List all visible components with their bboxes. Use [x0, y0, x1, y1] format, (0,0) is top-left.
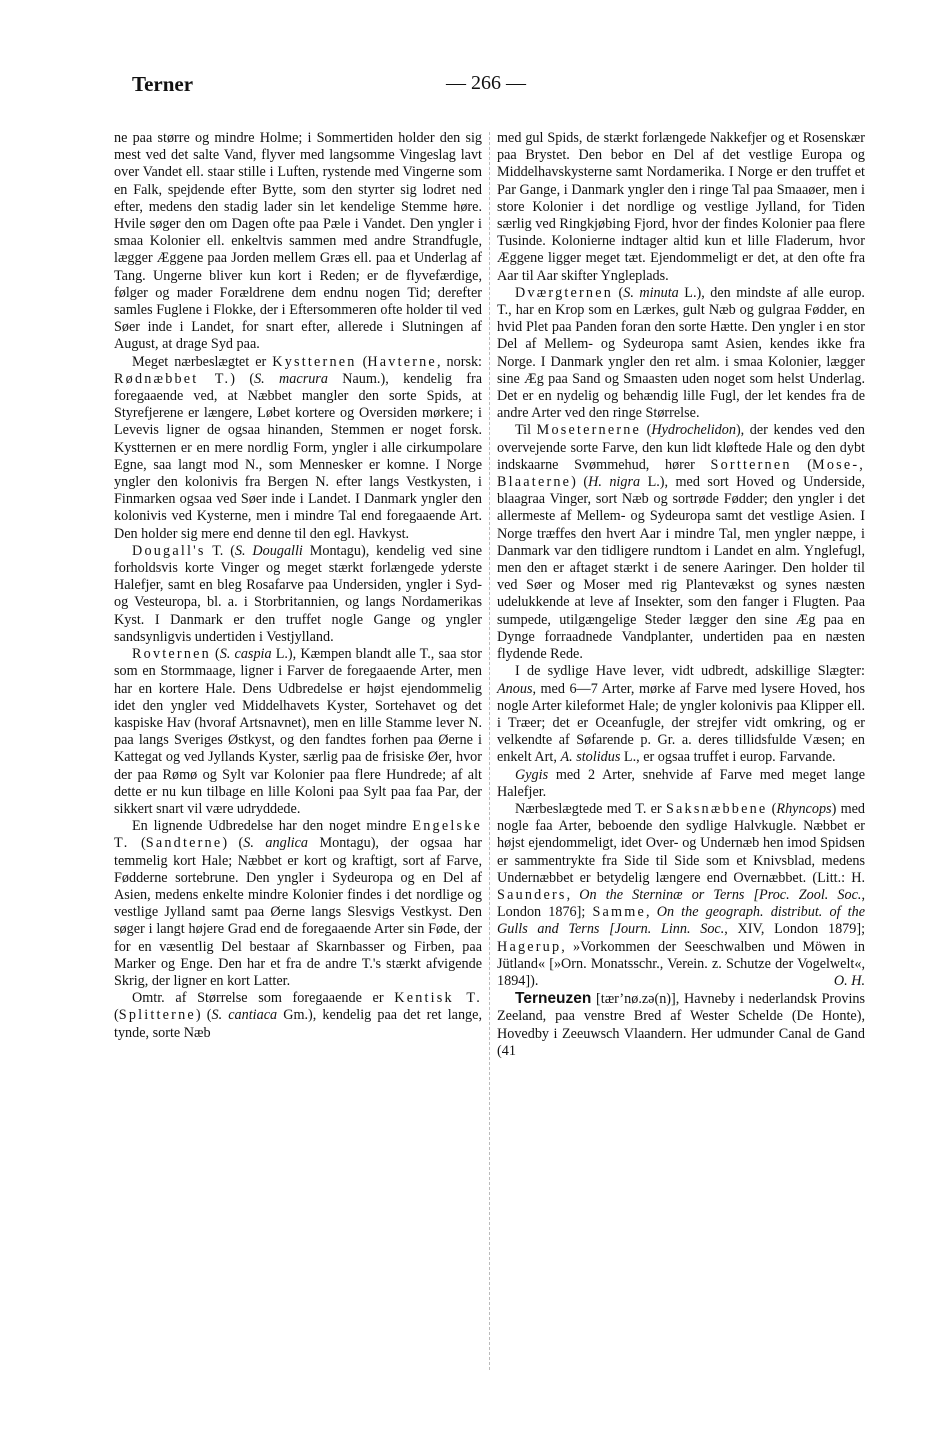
- right-paragraph-saksnaebbene: Nærbeslægtede med T. er Saksnæbbene (Rhyncops) med nogle faa Arter, beboende den sydlige Halvkugle. Næbbet er højst ejendommeligt, idet Over- og Undernæb hen imod Spidsen er sammentrykte fra Side til Side som et Knivsblad, medens Undernæbbet er betydelig længere end Overnæbbet. (Litt.: H. Saunders, On the Sterninæ or Terns [Proc. Zool. Soc., London 1876]; Samme, On the geograph. distribut. of the Gulls and Terns [Journ. Linn. Soc., XIV, London 1879]; Hagerup, »Vorkommen der Seeschwalben und Möwen in Jütland« [»Orn. Monatsschr., Verein. z. Schutze der Vogelwelt«, 1894]). O. H.: [497, 800, 866, 989]
- right-paragraph-moseternerne: Til Moseternerne (Hydrochelidon), der kendes ved den overvejende sorte Farve, den kun lidt kløftede Hale og den dybt indskaarne Svømmehud, hører Sortternen (Mose-, Blaaterne) (H. nigra L.), med sort Hoved og Underside, blaagraa Vinger, sort Næb og sortrøde Fødder; den yngler i det allermeste af Mellem- og Sydeuropa samt det vestlige Asien. I Norge træffes den hvert Aar i mindre Tal, men yngler næppe, i Danmark var den tidligere rundtom i Landet en alm. Ynglefugl, men den er aftaget stærkt i de senere Aaringer. Den holder til ved Søer og Moser med rig Plantevækst og synes næsten udelukkende at leve af Insekter, som den fanger i Flugten. Paa sumpede, utilgængelige Steder lægger den sine Æg paa en Dynge forraadnede Vandplanter, undertiden paa en næsten flydende Rede.: [497, 422, 865, 663]
- right-paragraph-gygis: Gygis med 2 Arter, snehvide af Farve med meget lange Halefjer.: [497, 766, 865, 800]
- right-column: [497, 130, 865, 1060]
- page-number: — 266 —: [446, 72, 526, 94]
- left-paragraph-kentisk: Omtr. af Størrelse som foregaaende er Kentisk T. (Splitterne) (S. cantiaca Gm.), kendelig paa det ret lange, tynde, sorte Næb: [114, 990, 482, 1041]
- entry-heading-terneuzen: Terneuzen: [515, 990, 592, 1008]
- right-paragraph-dvaergternen: Dværgternen (S. minuta L.), den mindste af alle europ. T., har en Krop som en Lærkes, gult Næb og gulgraa Fødder, en hvid Plet paa Panden foran den sorte Hætte. Den yngler i en stor Del af Mellem- og Sydeuropa samt Asien, kendes ikke fra Norge. I Danmark yngler den ret alm. i smaa Kolonier, lægger sine Æg paa Sand og Smaasten uden noget som helst Underlag. Det er en nydelig og behændig lille Fugl, der let kendes fra de andre Arter ved den ringe Størrelse.: [497, 284, 865, 422]
- right-paragraph-1: med gul Spids, de stærkt forlængede Nakkefjer og et Rosenskær paa Brystet. Den bebor en Del af det vestlige Europa og Middelhavskysterne samt Nordamerika. I Norge er den truffet et Par Gange, i Danmark yngler den i ringe Tal paa Smaaøer, men i store Kolonier i det nordlige og vestlige Jylland, for Tiden særlig ved Ringkjøbing Fjord, hvor der findes Kolonier paa flere Tusinde. Kolonierne indtager altid kun et lille Fladerum, hvor Æggene ligger meget tæt. Ejendommeligt er det, at den ofte fra Aar til Aar skifter Yngleplads.: [497, 130, 865, 284]
- right-paragraph-anous: I de sydlige Have lever, vidt udbredt, adskillige Slægter: Anous, med 6—7 Arter, mørke af Farve med lysere Hoved, hos nogle Arter kileformet Hale; de yngler kolonivis paa Klipper ell. i Træer; det er Oceanfugle, der strejfer vidt omkring, og er velkendte af Søfarende p. Gr. a. deres tillidsfulde Væsen; en enkelt Art, A. stolidus L., er ogsaa truffet i europ. Farvande.: [497, 663, 865, 766]
- left-paragraph-engelske: En lignende Udbredelse har den noget mindre Engelske T. (Sandterne) (S. anglica Montagu), der ogsaa har temmelig kort Hale; Næbbet er kort og kraftigt, sort af Farve, Fødderne sortebrune. Den yngler i Sydeuropa og en Del af Asien, medens enkelte mindre Kolonier findes i det nordlige og vestlige Jylland samt paa Øerne langs Slesvigs Vestkyst. Den søger i langt højere Grad end de foregaaende Arter sin Føde, der for en væsentlig Del bestaar af Skarnbasser og Firben, paa Marker og Enge. Den har et fra de andre T.'s stærkt afvigende Skrig, der ligner en kort Latter.: [114, 818, 483, 989]
- running-head: Terner: [132, 72, 194, 96]
- right-paragraph-terneuzen: Terneuzen [tær’nø.zə(n)], Havneby i nederlandsk Provins Zeeland, paa venstre Bred af Wester Schelde (De Honte), Hovedby i Zeeuwsch Vlaandern. Her udmunder Canal de Gand (41: [497, 990, 865, 1059]
- left-column: [114, 130, 482, 1042]
- left-paragraph-1: ne paa større og mindre Holme; i Sommertiden holder den sig mest ved det salte Vand, flyver med langsomme Vingeslag lavt over Vandet ell. staar stille i Luften, rystende med Vingerne som en Falk, spejdende efter Bytte, som den styrter sig lodret ned efter, medens den stadig lader sin let kendelige Stemme høre. Hvile søger den om Dagen ofte paa Pæle i Vandet. Den yngler i smaa Kolonier ell. enkeltvis sammen med andre Strandfugle, lægger Æggene paa Jorden mellem Græs ell. paa et Underlag af Tang. Ungerne bliver kun kort i Reden; er de flyvefærdige, følger og mader Forældrene dem endnu nogen Tid; derefter samles Fuglene i Flokke, der i Eftersommeren ofte holder til ved Søer inde i Landet, for snart efter, allerede i Slutningen af August, at drage Syd paa.: [114, 130, 482, 353]
- column-divider: [489, 132, 490, 1370]
- left-paragraph-rovternen: Rovternen (S. caspia L.), Kæmpen blandt alle T., saa stor som en Stormmaage, ligner i Farver de foregaaende Arter, men har en kortere Hale. Dens Udbredelse er højst ejendommelig idet den yngler ved Middelhavets Kyster, Sortehavet og det kaspiske Hav (hvoraf Artsnavnet), men en lille Stamme lever N. paa langs Sveriges Østkyst, og den fandtes forhen paa Øerne i Kattegat og ved Jyllands Kyster, særlig paa de frisiske Øer, hvor der paa Rømø og Sylt var Kolonier paa flere Hundrede; af alt dette er nu kun tilbage en lille Koloni paa Sylt paa faa Par, der sikkert snart vil være udryddede.: [114, 646, 482, 817]
- left-paragraph-dougall: Dougall's T. (S. Dougalli Montagu), kendelig ved sine forholdsvis korte Vinger og meget stærkt forlængede yderste Halefjer, samt en bleg Rosafarve paa Undersiden, yngler i Syd- og Vesteuropa, bl. a. i Storbritannien, og langs Nordamerikas Kyst. I Danmark er den truffet nogle Gange og yngler sandsynligvis undertiden i Vestjylland.: [114, 542, 482, 645]
- author-signature: O. H.: [833, 972, 865, 989]
- left-paragraph-kystternen: Meget nærbeslægtet er Kystternen (Havterne, norsk: Rødnæbbet T.) (S. macrura Naum.), kendelig fra foregaaende ved, at Næbbet mangler den sorte Spids, at Styrefjerene er længere, Løbet kortere og Oversiden mørkere; i Levevis ligner de ogsaa hinanden, Stemmen er noget forsk. Kystternen er en mere nordlig Form, yngler i alle cirkumpolare Egne, saa langt mod N., som Mennesker er komne. I Norge yngler den kolonivis fra Bergen N. efter langs Vestkysten, i Finmarken ogsaa ved Søer inde i Landet. I Danmark yngler den kolonivis ved Kysterne, men i mindre Tal end foregaaende Art. Den holder sig mere end denne til den egl. Havkyst.: [114, 353, 483, 542]
- page-header: [118, 72, 808, 102]
